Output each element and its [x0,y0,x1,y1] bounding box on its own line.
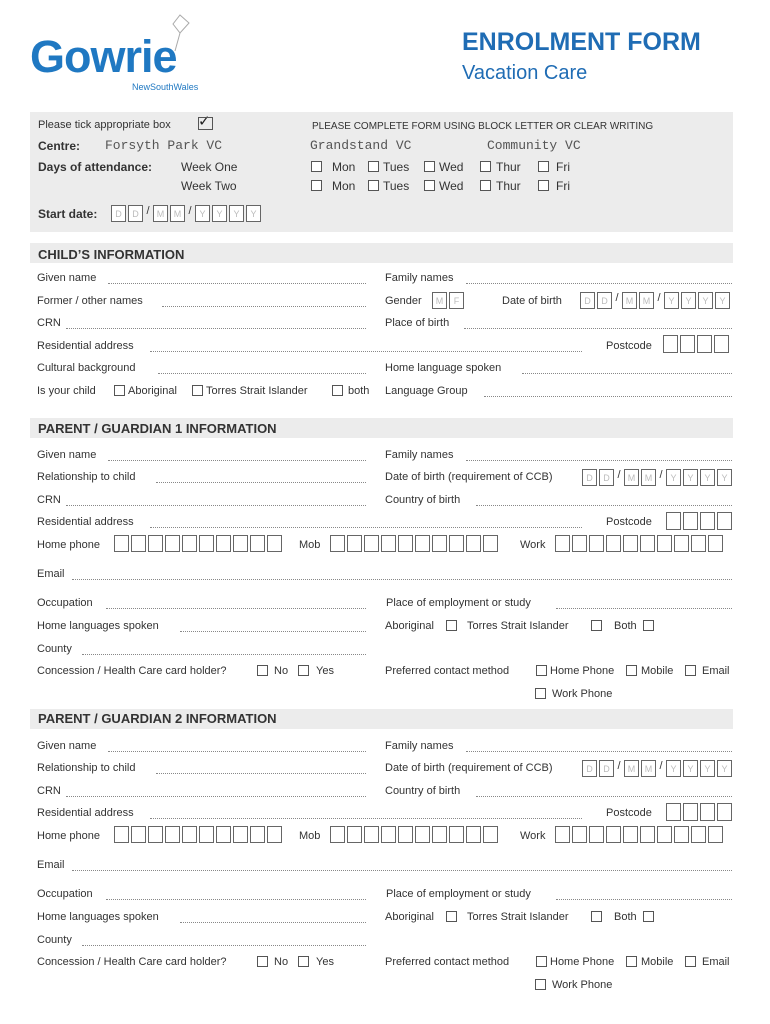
date-separator: / [659,469,663,481]
p1-concession-yes-label: Yes [316,665,334,677]
date-cell[interactable]: D [580,292,595,309]
date-cell[interactable]: Y [246,205,261,222]
p1-concession-label: Concession / Health Care card holder? [37,665,227,677]
date-cell[interactable]: M [639,292,654,309]
centre-option-forsyth-park[interactable]: Forsyth Park VC [105,138,223,153]
p1-given-name-field[interactable] [108,460,366,461]
date-cell[interactable]: Y [683,760,698,777]
p1-mob-label: Mob [299,539,321,551]
phone-cell[interactable] [432,535,447,552]
p2-home-phone-label: Home phone [37,830,100,842]
p1-county-label: County [37,643,72,655]
date-separator: / [617,760,621,772]
date-cell[interactable]: Y [700,760,715,777]
phone-cell[interactable] [674,535,689,552]
block-letter-instruction: PLEASE COMPLETE FORM USING BLOCK LETTER OR CLEAR WRITING [312,121,654,132]
week2-mon-checkbox[interactable] [311,180,322,191]
p2-concession-no-checkbox[interactable] [257,956,268,967]
date-cell[interactable]: Y [698,292,713,309]
week1-mon-checkbox[interactable] [311,161,322,172]
week1-wed-label: Wed [439,160,464,174]
week2-wed-checkbox[interactable] [424,180,435,191]
phone-cell[interactable] [114,535,129,552]
p2-address-field[interactable] [150,818,582,819]
date-cell[interactable]: Y [715,292,730,309]
phone-cell[interactable] [432,826,447,843]
start-date-field[interactable] [111,205,261,222]
date-cell[interactable]: Y [717,469,732,486]
phone-cell[interactable] [250,535,265,552]
p2-family-names-field[interactable] [466,751,732,752]
date-cell[interactable]: D [111,205,126,222]
postcode-cell[interactable] [700,512,715,530]
p1-concession-no-checkbox[interactable] [257,665,268,676]
p1-torres-label: Torres Strait Islander [467,620,569,632]
p1-contact-mobile-label: Mobile [641,665,674,677]
days-label: Days of attendance: [38,160,153,174]
p1-postcode-label: Postcode [606,516,652,528]
p1-home-phone-field[interactable] [114,535,282,552]
p2-employment-field[interactable] [556,899,732,900]
p2-address-label: Residential address [37,807,134,819]
date-cell[interactable]: Y [700,469,715,486]
week2-fri-checkbox[interactable] [538,180,549,191]
date-separator: / [659,760,663,772]
phone-cell[interactable] [657,535,672,552]
date-cell[interactable]: Y [666,469,681,486]
date-separator: / [615,292,619,304]
p1-both-label: Both [614,620,637,632]
phone-cell[interactable] [216,535,231,552]
week1-thur-checkbox[interactable] [480,161,491,172]
p2-concession-yes-label: Yes [316,956,334,968]
phone-cell[interactable] [114,826,129,843]
p1-email-label: Email [37,568,65,580]
child-given-name-field[interactable] [108,283,366,284]
child-home-language-field[interactable] [522,373,732,374]
child-crn-field[interactable] [66,328,366,329]
p1-country-label: Country of birth [385,494,461,506]
postcode-cell[interactable] [697,335,712,353]
p1-county-field[interactable] [82,654,366,655]
p2-occupation-label: Occupation [37,888,93,900]
p2-contact-email-label: Email [702,956,730,968]
phone-cell[interactable] [466,826,481,843]
start-date-label: Start date: [38,207,98,221]
phone-cell[interactable] [250,826,265,843]
p1-contact-work-label: Work Phone [552,688,613,700]
phone-cell[interactable] [267,826,282,843]
p2-contact-mobile-label: Mobile [641,956,674,968]
logo: Gowrie [30,31,177,82]
week1-mon-label: Mon [332,160,356,174]
phone-cell[interactable] [182,535,197,552]
phone-cell[interactable] [589,826,604,843]
date-cell[interactable]: M [170,205,185,222]
date-cell[interactable]: Y [229,205,244,222]
date-cell[interactable]: M [153,205,168,222]
child-aboriginal-label: Aboriginal [128,385,177,397]
date-cell[interactable]: Y [683,469,698,486]
p2-aboriginal-checkbox[interactable] [446,911,457,922]
child-is-your-child-label: Is your child [37,385,96,397]
phone-cell[interactable] [233,535,248,552]
tick-instruction: Please tick appropriate box [38,119,171,131]
phone-cell[interactable] [398,826,413,843]
phone-cell[interactable] [267,535,282,552]
week2-fri-label: Fri [556,179,570,193]
phone-cell[interactable] [165,535,180,552]
phone-cell[interactable] [640,535,655,552]
p1-home-phone-label: Home phone [37,539,100,551]
p1-family-names-label: Family names [385,449,454,461]
p2-family-names-label: Family names [385,740,454,752]
phone-cell[interactable] [555,826,570,843]
child-both-label: both [348,385,370,397]
p2-concession-yes-checkbox[interactable] [298,956,309,967]
week2-thur-checkbox[interactable] [480,180,491,191]
week1-wed-checkbox[interactable] [424,161,435,172]
p1-home-languages-label: Home languages spoken [37,620,159,632]
p2-contact-work-checkbox[interactable] [535,979,546,990]
p2-both-checkbox[interactable] [643,911,654,922]
date-separator: / [146,205,150,217]
child-language-group-label: Language Group [385,385,468,397]
phone-cell[interactable] [449,826,464,843]
week1-thur-label: Thur [496,160,521,174]
p2-email-field[interactable] [72,870,732,871]
date-separator: / [657,292,661,304]
p2-concession-no-label: No [274,956,289,968]
week1-fri-label: Fri [556,160,570,174]
p1-email-field[interactable] [72,579,732,580]
postcode-cell[interactable] [717,512,732,530]
phone-cell[interactable] [131,535,146,552]
child-address-field[interactable] [150,351,582,352]
phone-cell[interactable] [216,826,231,843]
child-dob-field[interactable] [580,292,730,309]
child-home-language-label: Home language spoken [385,362,502,374]
p1-contact-email-checkbox[interactable] [685,665,696,676]
phone-cell[interactable] [589,535,604,552]
phone-cell[interactable] [148,535,163,552]
child-gender-field[interactable] [432,292,464,309]
p1-both-checkbox[interactable] [643,620,654,631]
p1-dob-label: Date of birth (requirement of CCB) [385,471,553,483]
p2-contact-mobile-checkbox[interactable] [626,956,637,967]
p2-both-label: Both [614,911,637,923]
postcode-cell[interactable] [666,512,681,530]
p1-relationship-field[interactable] [156,482,366,483]
p2-crn-field[interactable] [66,796,366,797]
centre-option-community[interactable]: Community VC [487,138,581,153]
phone-cell[interactable] [555,535,570,552]
postcode-cell[interactable] [714,335,729,353]
p1-family-names-field[interactable] [466,460,732,461]
phone-cell[interactable] [572,535,587,552]
p2-torres-label: Torres Strait Islander [467,911,569,923]
child-pob-label: Place of birth [385,317,450,329]
phone-cell[interactable] [199,826,214,843]
phone-cell[interactable] [415,535,430,552]
p2-torres-checkbox[interactable] [591,911,602,922]
form-subtitle: Vacation Care [462,62,588,84]
p2-email-label: Email [37,859,65,871]
phone-cell[interactable] [691,826,706,843]
phone-cell[interactable] [449,535,464,552]
p2-postcode-field[interactable] [666,803,732,821]
p2-crn-label: CRN [37,785,61,797]
p2-home-languages-field[interactable] [180,922,366,923]
child-family-names-label: Family names [385,272,454,284]
p2-aboriginal-label: Aboriginal [385,911,434,923]
p2-postcode-label: Postcode [606,807,652,819]
p2-dob-field[interactable] [582,760,732,777]
p2-relationship-field[interactable] [156,773,366,774]
date-cell[interactable]: M [641,469,656,486]
date-cell[interactable]: Y [212,205,227,222]
date-cell[interactable]: Y [195,205,210,222]
phone-cell[interactable] [330,535,345,552]
phone-cell[interactable] [708,535,723,552]
date-separator: / [617,469,621,481]
phone-cell[interactable] [330,826,345,843]
child-cultural-field[interactable] [158,373,366,374]
child-torres-label: Torres Strait Islander [206,385,308,397]
p1-postcode-field[interactable] [666,512,732,530]
p2-concession-label: Concession / Health Care card holder? [37,956,227,968]
child-both-checkbox[interactable] [332,385,343,396]
week2-wed-label: Wed [439,179,464,193]
postcode-cell[interactable] [700,803,715,821]
date-cell[interactable]: D [128,205,143,222]
p1-contact-email-label: Email [702,665,730,677]
date-cell[interactable]: Y [681,292,696,309]
p1-contact-home-checkbox[interactable] [536,665,547,676]
date-cell[interactable]: M [641,760,656,777]
phone-cell[interactable] [640,826,655,843]
p2-contact-home-label: Home Phone [550,956,615,968]
date-separator: / [188,205,192,217]
date-cell[interactable]: D [597,292,612,309]
week2-mon-label: Mon [332,179,356,193]
postcode-cell[interactable] [683,803,698,821]
phone-cell[interactable] [131,826,146,843]
phone-cell[interactable] [381,826,396,843]
phone-cell[interactable] [347,535,362,552]
week2-tues-label: Tues [383,179,410,193]
phone-cell[interactable] [623,826,638,843]
form-title: ENROLMENT FORM [462,28,701,56]
phone-cell[interactable] [623,535,638,552]
phone-cell[interactable] [364,535,379,552]
p2-contact-work-label: Work Phone [552,979,613,991]
p1-home-languages-field[interactable] [180,631,366,632]
week-one-label: Week One [181,160,238,174]
child-postcode-label: Postcode [606,340,652,352]
p1-contact-work-checkbox[interactable] [535,688,546,699]
p1-contact-home-label: Home Phone [550,665,615,677]
week-two-label: Week Two [181,179,237,193]
date-cell[interactable]: Y [664,292,679,309]
phone-cell[interactable] [606,826,621,843]
logo-subtitle: NewSouthWales [132,82,199,92]
p1-relationship-label: Relationship to child [37,471,136,483]
p1-torres-checkbox[interactable] [591,620,602,631]
date-cell[interactable]: D [599,469,614,486]
p2-contact-method-label: Preferred contact method [385,956,510,968]
gender-cell-f[interactable]: F [449,292,464,309]
gender-cell-m[interactable]: M [432,292,447,309]
phone-cell[interactable] [148,826,163,843]
p1-employment-field[interactable] [556,608,732,609]
p2-given-name-field[interactable] [108,751,366,752]
p2-country-field[interactable] [476,796,732,797]
phone-cell[interactable] [165,826,180,843]
phone-cell[interactable] [483,826,498,843]
date-cell[interactable]: Y [717,760,732,777]
phone-cell[interactable] [657,826,672,843]
parent1-section-title: PARENT / GUARDIAN 1 INFORMATION [38,421,277,436]
p1-occupation-field[interactable] [106,608,366,609]
phone-cell[interactable] [182,826,197,843]
date-cell[interactable]: M [624,760,639,777]
phone-cell[interactable] [398,535,413,552]
date-cell[interactable]: D [582,469,597,486]
p1-contact-mobile-checkbox[interactable] [626,665,637,676]
phone-cell[interactable] [483,535,498,552]
postcode-cell[interactable] [680,335,695,353]
p2-dob-label: Date of birth (requirement of CCB) [385,762,553,774]
p1-address-label: Residential address [37,516,134,528]
p1-crn-field[interactable] [66,505,366,506]
child-dob-label: Date of birth [502,295,562,307]
p2-given-name-label: Given name [37,740,97,752]
p2-relationship-label: Relationship to child [37,762,136,774]
child-postcode-field[interactable] [663,335,729,353]
p2-work-field[interactable] [555,826,723,843]
phone-cell[interactable] [606,535,621,552]
tick-box-icon [198,117,213,130]
postcode-cell[interactable] [666,803,681,821]
p1-dob-field[interactable] [582,469,732,486]
p1-concession-yes-checkbox[interactable] [298,665,309,676]
phone-cell[interactable] [708,826,723,843]
p2-work-label: Work [520,830,546,842]
p2-occupation-field[interactable] [106,899,366,900]
child-crn-label: CRN [37,317,61,329]
p1-mob-field[interactable] [330,535,498,552]
week2-thur-label: Thur [496,179,521,193]
p2-mob-field[interactable] [330,826,498,843]
centre-option-grandstand[interactable]: Grandstand VC [310,138,412,153]
phone-cell[interactable] [381,535,396,552]
child-gender-label: Gender [385,295,422,307]
p1-aboriginal-label: Aboriginal [385,620,434,632]
phone-cell[interactable] [364,826,379,843]
phone-cell[interactable] [415,826,430,843]
child-cultural-label: Cultural background [37,362,136,374]
p1-crn-label: CRN [37,494,61,506]
child-language-group-field[interactable] [484,396,732,397]
child-given-name-label: Given name [37,272,97,284]
child-former-names-label: Former / other names [37,295,143,307]
parent2-section-title: PARENT / GUARDIAN 2 INFORMATION [38,711,277,726]
p1-employment-label: Place of employment or study [386,597,531,609]
p1-given-name-label: Given name [37,449,97,461]
week2-tues-checkbox[interactable] [368,180,379,191]
phone-cell[interactable] [347,826,362,843]
child-family-names-field[interactable] [466,283,732,284]
child-former-names-field[interactable] [162,306,366,307]
p1-work-field[interactable] [555,535,723,552]
child-aboriginal-checkbox[interactable] [114,385,125,396]
p1-concession-no-label: No [274,665,289,677]
p1-country-field[interactable] [476,505,732,506]
p1-aboriginal-checkbox[interactable] [446,620,457,631]
week1-tues-label: Tues [383,160,410,174]
phone-cell[interactable] [674,826,689,843]
week1-tues-checkbox[interactable] [368,161,379,172]
date-cell[interactable]: M [622,292,637,309]
child-pob-field[interactable] [464,328,732,329]
phone-cell[interactable] [691,535,706,552]
p2-home-phone-field[interactable] [114,826,282,843]
tick-icon: ✓ [198,113,211,130]
centre-label: Centre: [38,139,81,153]
week1-fri-checkbox[interactable] [538,161,549,172]
p1-occupation-label: Occupation [37,597,93,609]
date-cell[interactable]: D [582,760,597,777]
date-cell[interactable]: M [624,469,639,486]
postcode-cell[interactable] [717,803,732,821]
child-address-label: Residential address [37,340,134,352]
p2-contact-email-checkbox[interactable] [685,956,696,967]
p1-contact-method-label: Preferred contact method [385,665,510,677]
p2-country-label: Country of birth [385,785,461,797]
p2-employment-label: Place of employment or study [386,888,531,900]
postcode-cell[interactable] [663,335,678,353]
date-cell[interactable]: Y [666,760,681,777]
p2-county-label: County [37,934,72,946]
phone-cell[interactable] [199,535,214,552]
date-cell[interactable]: D [599,760,614,777]
postcode-cell[interactable] [683,512,698,530]
p2-contact-home-checkbox[interactable] [536,956,547,967]
p1-address-field[interactable] [150,527,582,528]
p2-county-field[interactable] [82,945,366,946]
phone-cell[interactable] [572,826,587,843]
p2-home-languages-label: Home languages spoken [37,911,159,923]
phone-cell[interactable] [233,826,248,843]
p1-work-label: Work [520,539,546,551]
child-section-title: CHILD’S INFORMATION [38,247,185,262]
phone-cell[interactable] [466,535,481,552]
child-torres-checkbox[interactable] [192,385,203,396]
p2-mob-label: Mob [299,830,321,842]
